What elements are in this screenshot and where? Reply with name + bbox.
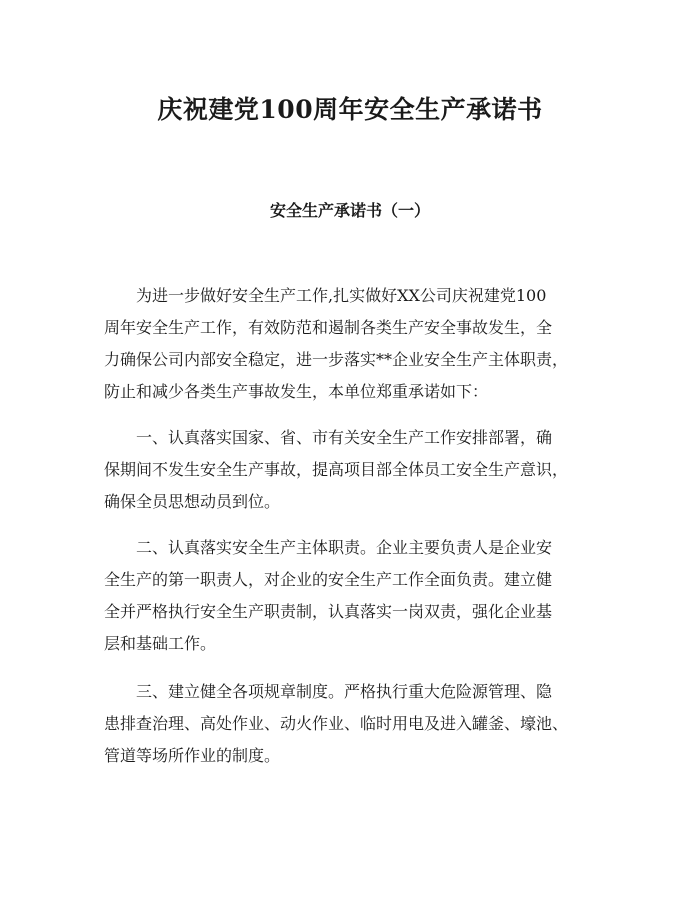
paragraph-line: 一、认真落实国家、省、市有关安全生产工作安排部署，确 bbox=[136, 428, 553, 447]
paragraph-line: 层和基础工作。 bbox=[104, 634, 217, 653]
paragraph-line: 全生产的第一职责人，对企业的安全生产工作全面负责。建立健 bbox=[104, 570, 553, 589]
paragraph-intro bbox=[104, 280, 610, 408]
paragraph-item-1 bbox=[104, 422, 610, 518]
paragraph-line: 患排查治理、高处作业、动火作业、临时用电及进入罐釜、壕池、 bbox=[104, 714, 569, 733]
paragraph-item-3 bbox=[104, 676, 610, 772]
paragraph-line: 全并严格执行安全生产职责制，认真落实一岗双责，强化企业基 bbox=[104, 602, 553, 621]
paragraph-line: 三、建立健全各项规章制度。严格执行重大危险源管理、隐 bbox=[136, 682, 553, 701]
paragraph-line: 管道等场所作业的制度。 bbox=[104, 746, 281, 765]
paragraph-line: 确保全员思想动员到位。 bbox=[104, 492, 281, 511]
paragraph-line: 周年安全生产工作，有效防范和遏制各类生产安全事故发生，全 bbox=[104, 318, 553, 337]
paragraph-line: 防止和减少各类生产事故发生，本单位郑重承诺如下： bbox=[104, 382, 489, 401]
paragraph-line: 保期间不发生安全生产事故，提高项目部全体员工安全生产意识， bbox=[104, 460, 569, 479]
paragraph-line: 力确保公司内部安全稳定，进一步落实**企业安全生产主体职责， bbox=[104, 350, 569, 369]
paragraph-item-2 bbox=[104, 532, 610, 660]
document-title: 庆祝建党100周年安全生产承诺书 bbox=[157, 95, 543, 124]
paragraph-line: 二、认真落实安全生产主体职责。企业主要负责人是企业安 bbox=[136, 538, 553, 557]
document-subtitle: 安全生产承诺书（一） bbox=[269, 201, 430, 220]
paragraph-line: 为进一步做好安全生产工作,扎实做好XX公司庆祝建党100 bbox=[136, 286, 547, 305]
